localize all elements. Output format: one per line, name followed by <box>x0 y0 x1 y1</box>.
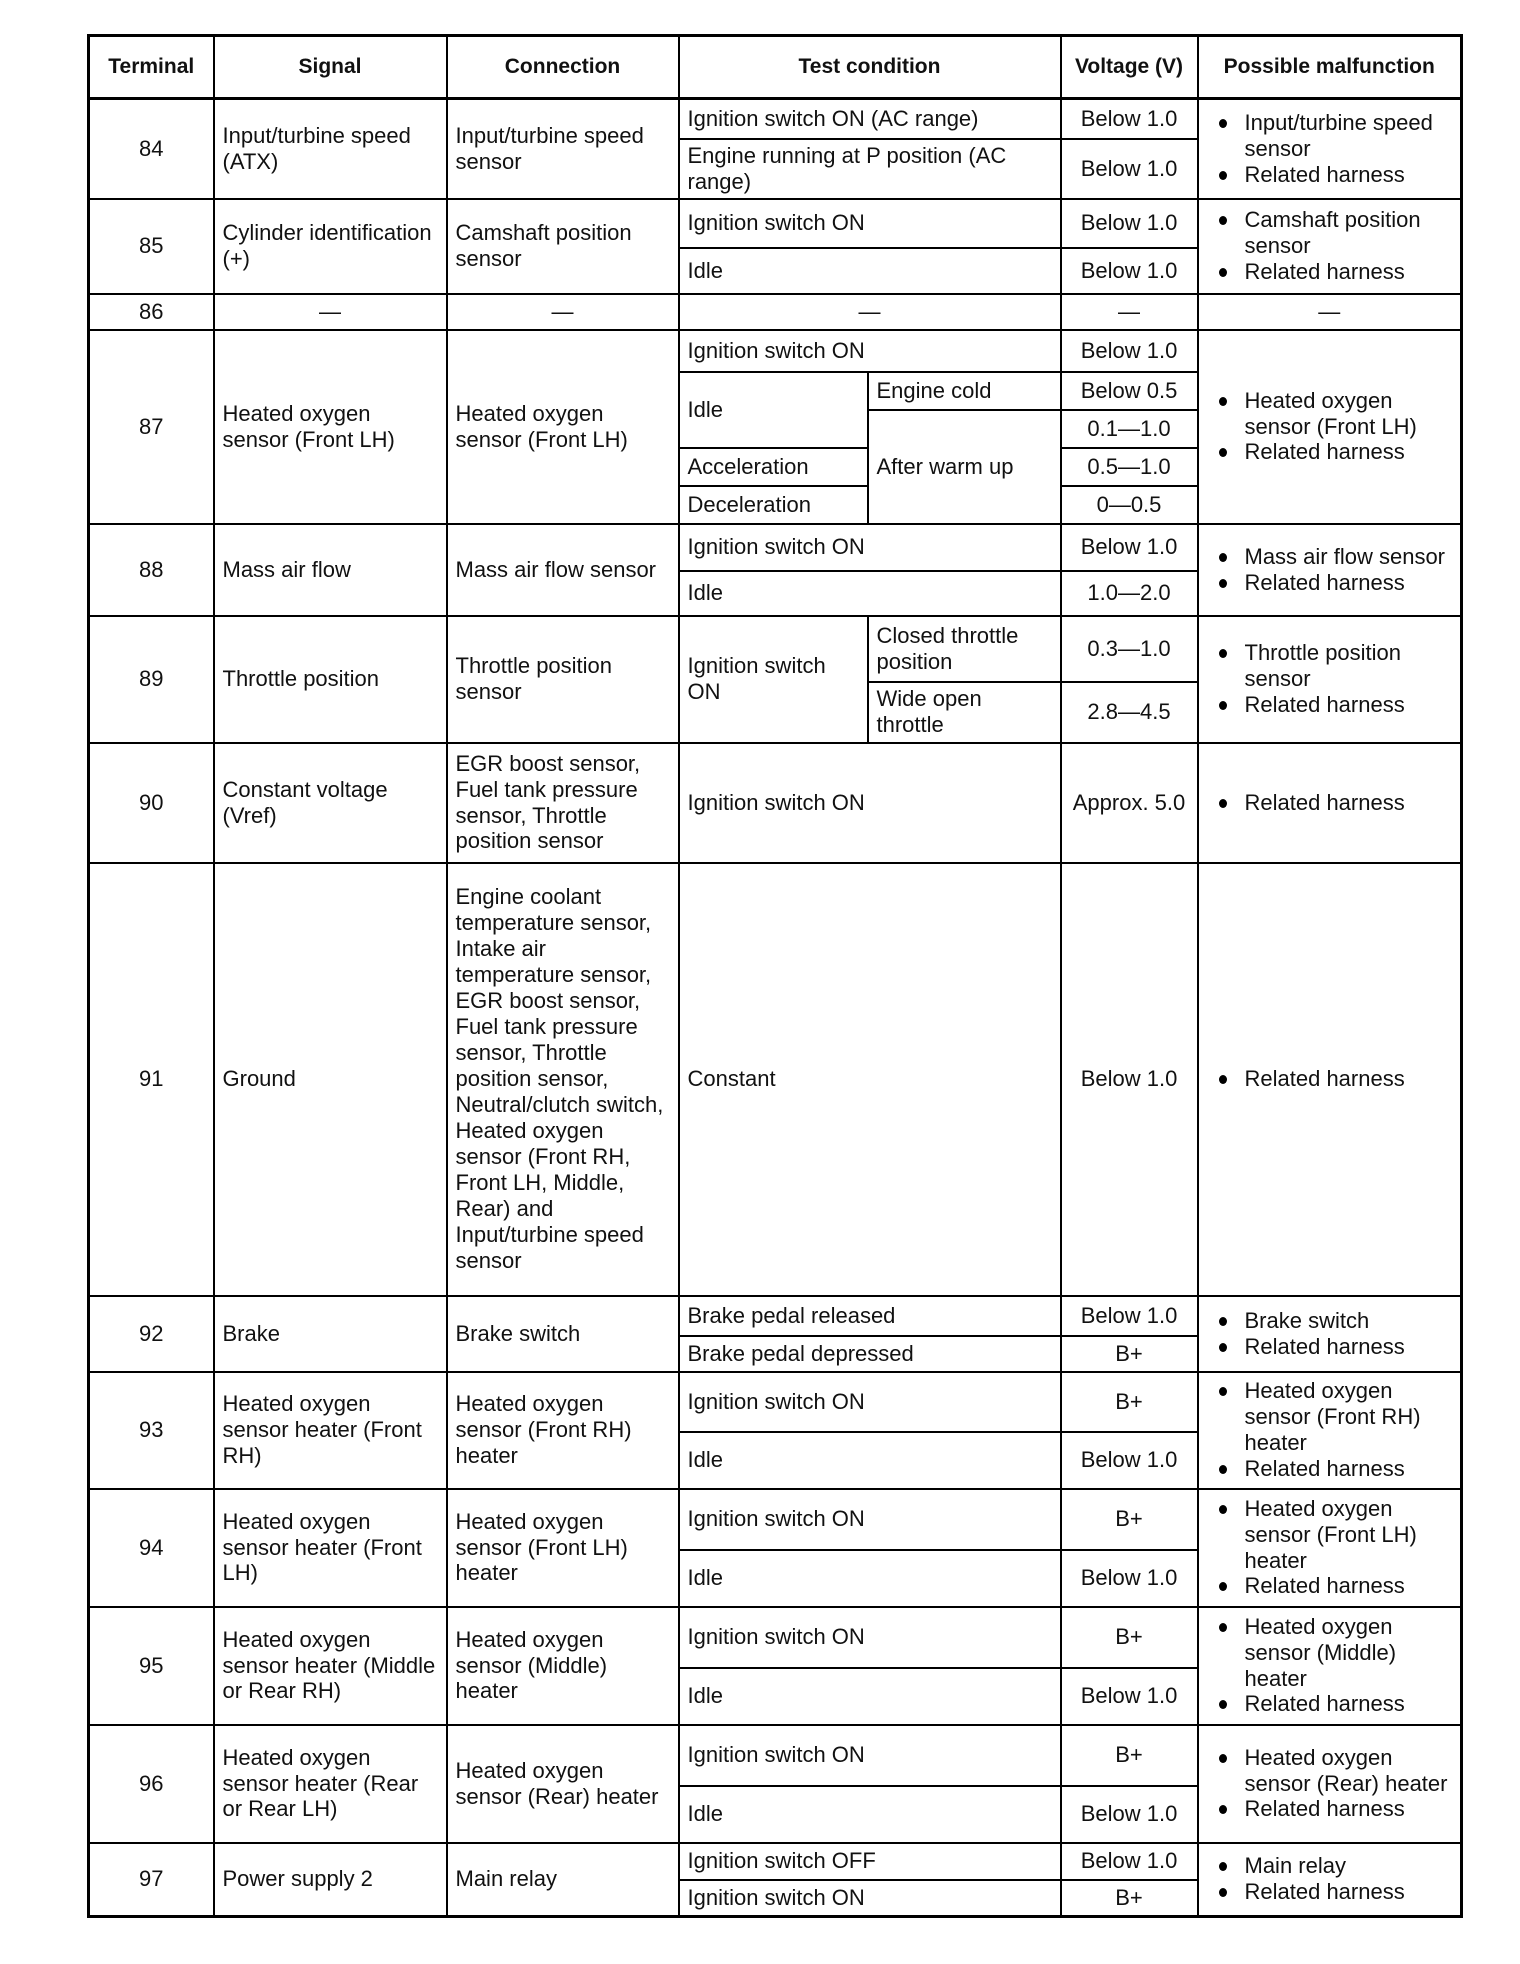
malfunction-item: Related harness <box>1245 259 1453 285</box>
test-condition: Constant <box>679 863 1061 1296</box>
malfunction <box>1198 524 1462 616</box>
malfunction-item: Related harness <box>1245 1796 1453 1822</box>
connection: Mass air flow sensor <box>447 524 679 616</box>
signal: Ground <box>214 863 447 1296</box>
signal: Heated oxygen sensor (Front LH) <box>214 330 447 524</box>
table-row <box>89 1843 1462 1880</box>
table-row <box>89 330 1462 372</box>
test-condition: Deceleration <box>679 486 868 524</box>
test-subcondition: Engine cold <box>868 372 1061 410</box>
voltage: 0.3—1.0 <box>1061 616 1198 682</box>
voltage: Below 1.0 <box>1061 1668 1198 1725</box>
connection: Engine coolant temperature sensor, Intake air temperature sensor, EGR boost sensor, Fuel tank pressure sensor, Throttle position sensor, Neutral/clutch switch, Heated oxygen sensor (Front RH, Front LH, Middle, Rear) and Input/turbine speed sensor <box>447 863 679 1296</box>
terminal: 86 <box>89 294 214 330</box>
connection: Heated oxygen sensor (Front RH) heater <box>447 1372 679 1489</box>
connection: Heated oxygen sensor (Front LH) heater <box>447 1489 679 1607</box>
table-row <box>89 743 1462 863</box>
table-row <box>89 1725 1462 1786</box>
connection: EGR boost sensor, Fuel tank pressure sensor, Throttle position sensor <box>447 743 679 863</box>
connection: Input/turbine speed sensor <box>447 99 679 199</box>
test-subcondition: After warm up <box>868 410 1061 524</box>
malfunction-item: Heated oxygen sensor (Front LH) heater <box>1245 1496 1453 1574</box>
table-row <box>89 1372 1462 1432</box>
test-condition: — <box>679 294 1061 330</box>
voltage: Below 1.0 <box>1061 1432 1198 1489</box>
malfunction-item: Related harness <box>1245 1456 1453 1482</box>
terminal: 92 <box>89 1296 214 1372</box>
test-subcondition: Closed throttle position <box>868 616 1061 682</box>
terminal: 94 <box>89 1489 214 1607</box>
malfunction-item: Main relay <box>1245 1853 1453 1879</box>
test-condition: Idle <box>679 1550 1061 1607</box>
voltage: B+ <box>1061 1725 1198 1786</box>
header-malfunction: Possible malfunction <box>1198 36 1462 99</box>
malfunction-item: Heated oxygen sensor (Rear) heater <box>1245 1745 1453 1797</box>
test-condition: Idle <box>679 1786 1061 1843</box>
voltage: Below 0.5 <box>1061 372 1198 410</box>
table-row <box>89 524 1462 571</box>
test-condition: Idle <box>679 372 868 448</box>
test-subcondition: Wide open throttle <box>868 682 1061 743</box>
terminal: 85 <box>89 199 214 294</box>
voltage: 2.8—4.5 <box>1061 682 1198 743</box>
voltage: Below 1.0 <box>1061 1843 1198 1880</box>
malfunction-item: Input/turbine speed sensor <box>1245 110 1453 162</box>
header-terminal: Terminal <box>89 36 214 99</box>
test-condition: Ignition switch ON <box>679 524 1061 571</box>
terminal: 96 <box>89 1725 214 1843</box>
malfunction-item: Related harness <box>1245 1573 1453 1599</box>
test-condition: Ignition switch ON <box>679 330 1061 372</box>
test-condition: Ignition switch ON (AC range) <box>679 99 1061 139</box>
malfunction <box>1198 616 1462 743</box>
terminal: 91 <box>89 863 214 1296</box>
malfunction <box>1198 863 1462 1296</box>
voltage: 1.0—2.0 <box>1061 571 1198 616</box>
terminal: 84 <box>89 99 214 199</box>
malfunction-item: Related harness <box>1245 1691 1453 1717</box>
malfunction <box>1198 199 1462 294</box>
malfunction <box>1198 1372 1462 1489</box>
signal: Power supply 2 <box>214 1843 447 1917</box>
test-condition: Ignition switch ON <box>679 1880 1061 1917</box>
table-row <box>89 1296 1462 1336</box>
terminal: 88 <box>89 524 214 616</box>
connection: — <box>447 294 679 330</box>
connection: Heated oxygen sensor (Rear) heater <box>447 1725 679 1843</box>
test-condition: Ignition switch ON <box>679 616 868 743</box>
terminal: 93 <box>89 1372 214 1489</box>
test-condition: Ignition switch ON <box>679 743 1061 863</box>
malfunction-item: Heated oxygen sensor (Middle) heater <box>1245 1614 1453 1692</box>
malfunction-item: Heated oxygen sensor (Front RH) heater <box>1245 1378 1453 1456</box>
test-condition: Idle <box>679 1668 1061 1725</box>
table-row <box>89 99 1462 139</box>
test-condition: Ignition switch ON <box>679 1489 1061 1550</box>
signal: Heated oxygen sensor heater (Front LH) <box>214 1489 447 1607</box>
test-condition: Ignition switch ON <box>679 1607 1061 1668</box>
signal: Heated oxygen sensor heater (Front RH) <box>214 1372 447 1489</box>
voltage: B+ <box>1061 1489 1198 1550</box>
signal: Constant voltage (Vref) <box>214 743 447 863</box>
voltage: Below 1.0 <box>1061 1786 1198 1843</box>
malfunction <box>1198 1725 1462 1843</box>
malfunction-item: Heated oxygen sensor (Front LH) <box>1245 388 1453 440</box>
malfunction-item: Camshaft position sensor <box>1245 207 1453 259</box>
malfunction-item: Related harness <box>1245 1334 1453 1360</box>
voltage: Below 1.0 <box>1061 248 1198 294</box>
connection: Heated oxygen sensor (Front LH) <box>447 330 679 524</box>
test-condition: Idle <box>679 248 1061 294</box>
test-condition: Engine running at P position (AC range) <box>679 139 1061 199</box>
connection: Camshaft position sensor <box>447 199 679 294</box>
signal: — <box>214 294 447 330</box>
malfunction-item: Brake switch <box>1245 1308 1453 1334</box>
voltage: B+ <box>1061 1607 1198 1668</box>
malfunction-item: Throttle position sensor <box>1245 640 1453 692</box>
voltage: B+ <box>1061 1880 1198 1917</box>
test-condition: Ignition switch ON <box>679 199 1061 248</box>
connection: Main relay <box>447 1843 679 1917</box>
malfunction-item: Mass air flow sensor <box>1245 544 1453 570</box>
terminal: 89 <box>89 616 214 743</box>
malfunction-item: Related harness <box>1245 790 1453 816</box>
signal: Throttle position <box>214 616 447 743</box>
table-row <box>89 616 1462 682</box>
header-voltage: Voltage (V) <box>1061 36 1198 99</box>
header-row <box>89 36 1462 99</box>
voltage: — <box>1061 294 1198 330</box>
voltage: Below 1.0 <box>1061 524 1198 571</box>
voltage: 0—0.5 <box>1061 486 1198 524</box>
table-row <box>89 294 1462 330</box>
terminal: 95 <box>89 1607 214 1725</box>
voltage: Below 1.0 <box>1061 139 1198 199</box>
terminal: 87 <box>89 330 214 524</box>
test-condition: Idle <box>679 571 1061 616</box>
terminal-table <box>87 34 1463 1918</box>
malfunction-item: Related harness <box>1245 1879 1453 1905</box>
malfunction-item: Related harness <box>1245 692 1453 718</box>
signal: Brake <box>214 1296 447 1372</box>
connection: Brake switch <box>447 1296 679 1372</box>
malfunction-item: Related harness <box>1245 1066 1453 1092</box>
voltage: Below 1.0 <box>1061 330 1198 372</box>
voltage: Approx. 5.0 <box>1061 743 1198 863</box>
test-condition: Brake pedal released <box>679 1296 1061 1336</box>
signal: Heated oxygen sensor heater (Rear or Rear LH) <box>214 1725 447 1843</box>
test-condition: Ignition switch ON <box>679 1725 1061 1786</box>
table-row <box>89 863 1462 1296</box>
header-test-condition: Test condition <box>679 36 1061 99</box>
malfunction-item: Related harness <box>1245 439 1453 465</box>
malfunction <box>1198 1607 1462 1725</box>
signal: Cylinder identification (+) <box>214 199 447 294</box>
voltage: Below 1.0 <box>1061 1296 1198 1336</box>
voltage: Below 1.0 <box>1061 99 1198 139</box>
voltage: Below 1.0 <box>1061 863 1198 1296</box>
voltage: B+ <box>1061 1336 1198 1372</box>
malfunction <box>1198 743 1462 863</box>
header-signal: Signal <box>214 36 447 99</box>
malfunction <box>1198 1296 1462 1372</box>
terminal: 90 <box>89 743 214 863</box>
connection: Throttle position sensor <box>447 616 679 743</box>
test-condition: Ignition switch OFF <box>679 1843 1061 1880</box>
malfunction <box>1198 1489 1462 1607</box>
connection: Heated oxygen sensor (Middle) heater <box>447 1607 679 1725</box>
malfunction: — <box>1198 294 1462 330</box>
signal: Mass air flow <box>214 524 447 616</box>
voltage: 0.5—1.0 <box>1061 448 1198 486</box>
table-row <box>89 199 1462 248</box>
test-condition: Idle <box>679 1432 1061 1489</box>
malfunction-item: Related harness <box>1245 570 1453 596</box>
malfunction <box>1198 330 1462 524</box>
header-connection: Connection <box>447 36 679 99</box>
signal: Input/turbine speed (ATX) <box>214 99 447 199</box>
malfunction <box>1198 99 1462 199</box>
test-condition: Brake pedal depressed <box>679 1336 1061 1372</box>
malfunction-item: Related harness <box>1245 162 1453 188</box>
terminal: 97 <box>89 1843 214 1917</box>
voltage: 0.1—1.0 <box>1061 410 1198 448</box>
table-row <box>89 1489 1462 1550</box>
signal: Heated oxygen sensor heater (Middle or Rear RH) <box>214 1607 447 1725</box>
malfunction <box>1198 1843 1462 1917</box>
voltage: Below 1.0 <box>1061 199 1198 248</box>
test-condition: Acceleration <box>679 448 868 486</box>
voltage: Below 1.0 <box>1061 1550 1198 1607</box>
voltage: B+ <box>1061 1372 1198 1432</box>
test-condition: Ignition switch ON <box>679 1372 1061 1432</box>
table-row <box>89 1607 1462 1668</box>
